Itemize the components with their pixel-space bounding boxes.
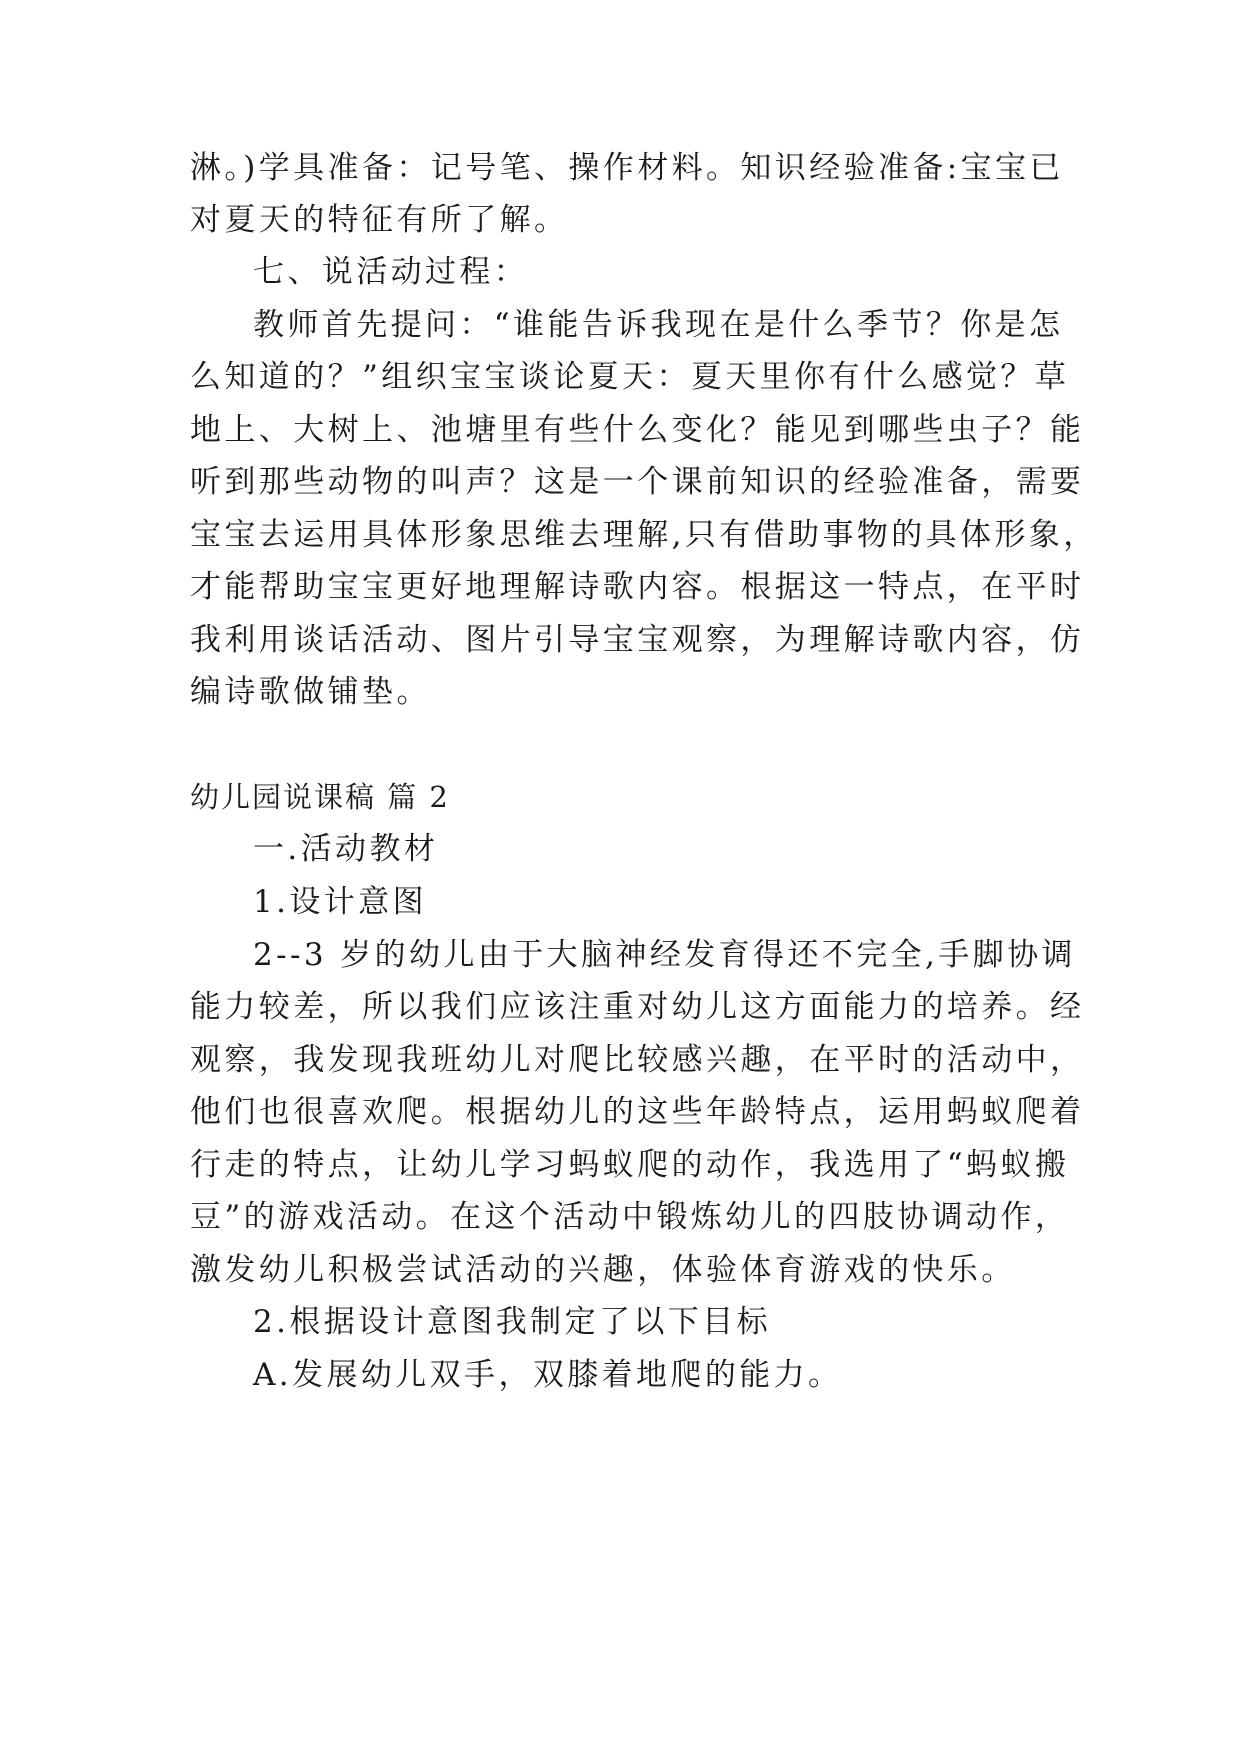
text-line: 淋。)学具准备：记号笔、操作材料。知识经验准备:宝宝已 bbox=[190, 150, 1064, 186]
text-line: 对夏天的特征有所了解。 bbox=[190, 202, 569, 238]
text-line: 2--3 岁的幼儿由于大脑神经发育得还不完全,手脚协调 bbox=[253, 937, 1076, 973]
text-line: 行走的特点，让幼儿学习蚂蚁爬的动作，我选用了“蚂蚁搬 bbox=[190, 1147, 1070, 1183]
text-line: 激发幼儿积极尝试活动的兴趣，体验体育游戏的快乐。 bbox=[190, 1252, 1016, 1288]
section-heading: 一.活动教材 bbox=[253, 831, 439, 867]
text-line: 听到那些动物的叫声？这是一个课前知识的经验准备，需要 bbox=[190, 464, 1085, 500]
text-line: 豆”的游戏活动。在这个活动中锻炼幼儿的四肢协调动作， bbox=[190, 1199, 1070, 1235]
section-heading: 1.设计意图 bbox=[253, 884, 427, 920]
text-line: 观察，我发现我班幼儿对爬比较感兴趣，在平时的活动中， bbox=[190, 1042, 1085, 1078]
text-line: A.发展幼儿双手，双膝着地爬的能力。 bbox=[253, 1357, 843, 1393]
section-heading: 七、说活动过程： bbox=[253, 254, 529, 290]
text-line: 地上、大树上、池塘里有些什么变化？能见到哪些虫子？能 bbox=[190, 412, 1085, 448]
text-line: 他们也很喜欢爬。根据幼儿的这些年龄特点，运用蚂蚁爬着 bbox=[190, 1094, 1085, 1130]
text-line: 宝宝去运用具体形象思维去理解,只有借助事物的具体形象， bbox=[190, 517, 1098, 553]
text-line: 教师首先提问：“谁能告诉我现在是什么季节？你是怎 bbox=[253, 307, 1064, 343]
text-line: 才能帮助宝宝更好地理解诗歌内容。根据这一特点，在平时 bbox=[190, 569, 1085, 605]
section-heading: 2.根据设计意图我制定了以下目标 bbox=[253, 1304, 771, 1340]
text-line: 编诗歌做铺垫。 bbox=[190, 674, 431, 710]
text-line: 么知道的？”组织宝宝谈论夏天：夏天里你有什么感觉？草 bbox=[190, 359, 1070, 395]
text-line: 能力较差，所以我们应该注重对幼儿这方面能力的培养。经 bbox=[190, 989, 1085, 1025]
article-title: 幼儿园说课稿 篇 2 bbox=[190, 780, 450, 814]
text-line: 我利用谈话活动、图片引导宝宝观察，为理解诗歌内容，仿 bbox=[190, 622, 1085, 658]
